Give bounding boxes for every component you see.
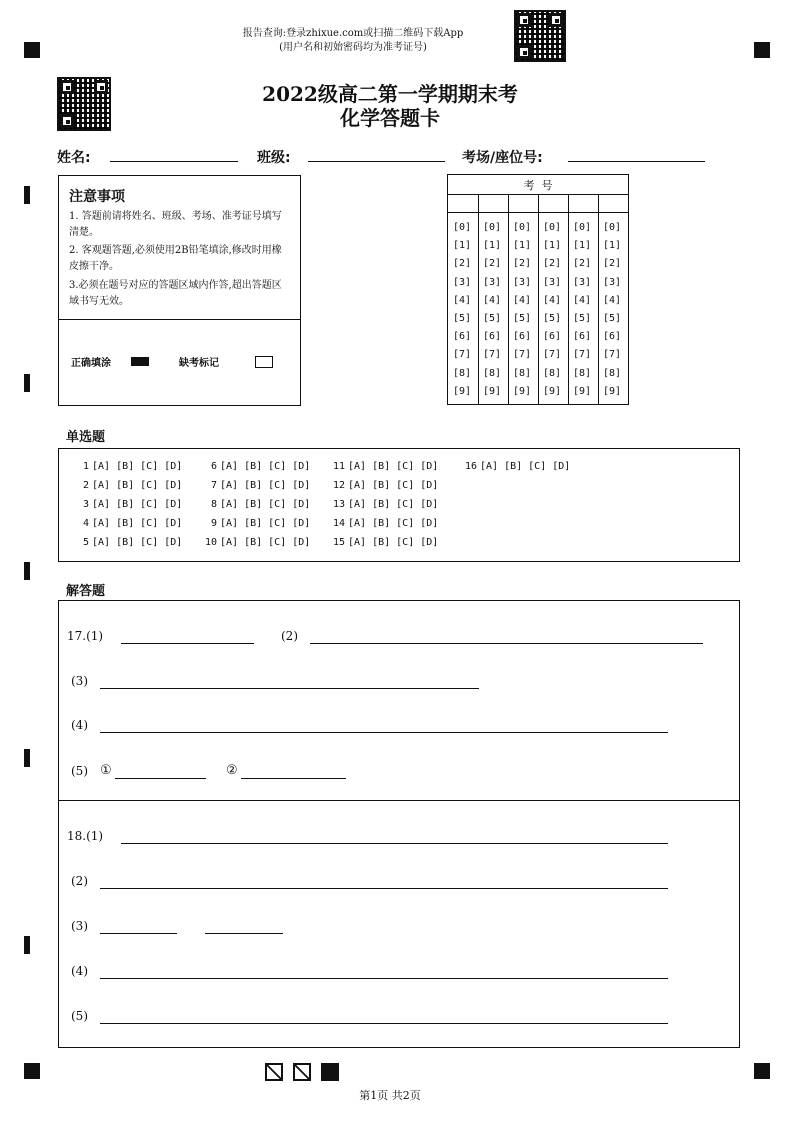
q17-part5-answer-line-2[interactable] [241, 778, 346, 779]
choice-options[interactable]: [A] [B] [C] [D] [348, 461, 439, 472]
subject-title: 化学答题卡 [340, 106, 440, 130]
exam-number-column-divider [538, 194, 539, 405]
exam-number-bubble[interactable]: [5] [603, 313, 622, 324]
name-label: 姓名: [57, 150, 91, 166]
exam-number-bubble[interactable]: [0] [543, 222, 562, 233]
choice-options[interactable]: [A] [B] [C] [D] [348, 480, 439, 491]
exam-number-bubble[interactable]: [9] [603, 385, 622, 397]
question-number: 12 [332, 480, 345, 491]
exam-number-bubble[interactable]: [4] [603, 294, 622, 306]
exam-number-bubble[interactable]: [8] [543, 367, 562, 379]
choice-options[interactable]: [A] [B] [C] [D] [92, 480, 183, 491]
exam-number-bubble[interactable]: [5] [513, 313, 532, 324]
exam-number-bubble[interactable]: [5] [453, 313, 472, 324]
class-label: 班级: [257, 150, 291, 166]
registration-mark-bottom-right [754, 1063, 770, 1079]
choice-options[interactable]: [A] [B] [C] [D] [92, 518, 183, 529]
choice-options[interactable]: [A] [B] [C] [D] [92, 537, 183, 548]
exam-number-grid [447, 174, 629, 405]
exam-number-bubble[interactable]: [0] [573, 222, 592, 233]
choice-options[interactable]: [A] [B] [C] [D] [348, 537, 439, 548]
q17-answer-box [58, 600, 740, 801]
exam-number-bubble[interactable]: [7] [483, 349, 502, 361]
choice-question-row[interactable] [199, 499, 310, 510]
exam-number-bubble[interactable]: [3] [543, 276, 562, 288]
choice-question-row[interactable] [327, 499, 438, 510]
exam-number-bubble[interactable]: [6] [603, 331, 622, 343]
exam-number-bubble[interactable]: [6] [453, 331, 472, 343]
exam-number-bubble[interactable]: [1] [603, 240, 622, 252]
q17-part1-answer-line[interactable] [121, 643, 254, 644]
exam-number-bubble[interactable]: [6] [513, 331, 532, 343]
exam-number-bubble[interactable]: [2] [573, 258, 592, 270]
choice-options[interactable]: [A] [B] [C] [D] [220, 480, 311, 491]
question-number: 16 [464, 461, 477, 472]
q17-part2-answer-line[interactable] [310, 643, 703, 644]
exam-number-bubble[interactable]: [0] [513, 222, 532, 233]
choice-question-row[interactable] [71, 537, 182, 548]
choice-question-row[interactable] [199, 518, 310, 529]
exam-number-bubble[interactable]: [5] [543, 313, 562, 324]
exam-number-bubble[interactable]: [7] [513, 349, 532, 361]
report-query-text: 报告查询:登录zhixue.com或扫描二维码下载App [242, 28, 464, 39]
exam-number-bubble[interactable]: [1] [453, 240, 472, 252]
q17-part5-circled-1: ① [100, 763, 112, 778]
exam-number-bubble[interactable]: [8] [453, 367, 472, 379]
choice-options[interactable]: [A] [B] [C] [D] [348, 499, 439, 510]
q17-part5-answer-line-1[interactable] [115, 778, 206, 779]
notice-item: 3.必须在题号对应的答题区域内作答,超出答题区域书写无效。 [69, 280, 282, 307]
q17-part4-label: (4) [71, 718, 88, 732]
exam-number-bubble[interactable]: [7] [603, 349, 622, 361]
page-code-slash-box-icon [265, 1063, 283, 1081]
q18-part4-label: (4) [71, 964, 88, 978]
question-number: 2 [82, 480, 89, 491]
timing-mark [24, 936, 30, 954]
exam-number-bubble[interactable]: [5] [483, 313, 502, 324]
question-number: 5 [82, 537, 89, 548]
exam-number-bubble[interactable]: [6] [483, 331, 502, 343]
timing-mark [24, 749, 30, 767]
exam-number-bubble[interactable]: [8] [483, 367, 502, 379]
question-number: 14 [332, 518, 345, 529]
exam-number-bubble[interactable]: [4] [453, 294, 472, 306]
exam-number-bubble[interactable]: [9] [513, 385, 532, 397]
registration-mark-top-right [754, 42, 770, 58]
exam-number-bubble[interactable]: [2] [603, 258, 622, 270]
exam-number-bubble[interactable]: [4] [573, 294, 592, 306]
question-number: 8 [210, 499, 217, 510]
timing-mark [24, 562, 30, 580]
exam-number-bubble[interactable]: [2] [543, 258, 562, 270]
notice-item: 2. 客观题答题,必须使用2B铅笔填涂,修改时用橡皮擦干净。 [69, 245, 282, 272]
exam-number-bubble[interactable]: [2] [453, 258, 472, 270]
question-number: 10 [204, 537, 217, 548]
question-number: 3 [82, 499, 89, 510]
page-number: 第1页 共2页 [359, 1089, 421, 1102]
qr-code-icon [514, 10, 566, 62]
question-number: 4 [82, 518, 89, 529]
exam-number-column-divider [508, 194, 509, 405]
room-seat-label: 考场/座位号: [462, 150, 543, 166]
choice-question-row[interactable] [327, 461, 438, 472]
exam-number-bubble[interactable]: [3] [483, 276, 502, 288]
choice-options[interactable]: [A] [B] [C] [D] [220, 518, 311, 529]
choice-question-row[interactable] [199, 461, 310, 472]
correct-fill-sample-icon [131, 357, 149, 366]
exam-number-column-divider [568, 194, 569, 405]
notice-box [58, 175, 301, 406]
exam-number-bubble[interactable]: [6] [543, 331, 562, 343]
exam-number-bubble[interactable]: [7] [543, 349, 562, 361]
room-seat-field[interactable] [568, 161, 705, 162]
choice-options[interactable]: [A] [B] [C] [D] [92, 499, 183, 510]
registration-mark-bottom-left [24, 1063, 40, 1079]
q17-part2-label: (2) [281, 629, 298, 643]
exam-number-bubble[interactable]: [2] [483, 258, 502, 270]
choice-question-row[interactable] [327, 518, 438, 529]
correct-fill-label: 正确填涂 [71, 358, 111, 369]
answers-section-label: 解答题 [66, 584, 106, 599]
exam-number-bubble[interactable]: [6] [573, 331, 592, 343]
exam-number-bubble[interactable]: [0] [453, 222, 472, 233]
q17-part1-label: 17.(1) [67, 629, 104, 643]
choice-question-row[interactable] [199, 537, 310, 548]
registration-mark-top-left [24, 42, 40, 58]
choice-question-row[interactable] [327, 480, 438, 491]
exam-number-bubble[interactable]: [4] [513, 294, 532, 306]
notice-divider [59, 319, 300, 320]
absent-mark-box[interactable] [255, 356, 273, 368]
q17-part5-label: (5) [71, 764, 88, 778]
choice-question-row[interactable] [459, 461, 570, 472]
exam-number-bubble[interactable]: [9] [453, 385, 472, 397]
question-number: 1 [82, 461, 89, 472]
q18-part2-label: (2) [71, 874, 88, 888]
q18-part1-answer-line[interactable] [121, 843, 668, 844]
q18-part3-answer-line-2[interactable] [205, 933, 283, 934]
q18-part2-answer-line[interactable] [100, 888, 668, 889]
choice-options[interactable]: [A] [B] [C] [D] [92, 461, 183, 472]
exam-number-bubble[interactable]: [3] [453, 276, 472, 288]
question-number: 11 [332, 461, 345, 472]
q17-part4-answer-line[interactable] [100, 732, 668, 733]
exam-number-bubble[interactable]: [3] [573, 276, 592, 288]
question-number: 15 [332, 537, 345, 548]
question-number: 7 [210, 480, 217, 491]
q18-part1-label: 18.(1) [67, 829, 104, 843]
class-field[interactable] [308, 161, 445, 162]
exam-number-bubble[interactable]: [3] [603, 276, 622, 288]
exam-number-bubble[interactable]: [8] [573, 367, 592, 379]
single-choice-box [58, 448, 740, 562]
exam-number-bubble[interactable]: [4] [543, 294, 562, 306]
exam-number-bubble[interactable]: [5] [573, 313, 592, 324]
single-choice-label: 单选题 [66, 430, 106, 445]
question-number: 6 [210, 461, 217, 472]
timing-mark [24, 186, 30, 204]
qr-code-icon [57, 77, 111, 131]
exam-number-bubble[interactable]: [1] [513, 240, 532, 252]
question-number: 9 [210, 518, 217, 529]
q17-part3-label: (3) [71, 674, 88, 688]
exam-title: 2022级高二第一学期期末考 [262, 82, 518, 106]
q17-part5-circled-2: ② [226, 763, 238, 778]
q18-part5-answer-line[interactable] [100, 1023, 668, 1024]
exam-number-bubble[interactable]: [9] [543, 385, 562, 397]
choice-question-row[interactable] [71, 461, 182, 472]
report-query-note: (用户名和初始密码均为准考证号) [279, 42, 427, 53]
exam-number-bubble[interactable]: [8] [603, 367, 622, 379]
exam-number-bubble[interactable]: [7] [453, 349, 472, 361]
notice-title: 注意事项 [69, 189, 125, 205]
notice-item: 1. 答题前请将姓名、班级、考场、准考证号填写清楚。 [69, 211, 282, 238]
choice-question-row[interactable] [71, 499, 182, 510]
q18-part3-label: (3) [71, 919, 88, 933]
q18-part3-answer-line-1[interactable] [100, 933, 177, 934]
exam-number-bubble[interactable]: [2] [513, 258, 532, 270]
choice-options[interactable]: [A] [B] [C] [D] [220, 461, 311, 472]
exam-number-column-divider [478, 194, 479, 405]
choice-options[interactable]: [A] [B] [C] [D] [220, 499, 311, 510]
absent-mark-label: 缺考标记 [179, 358, 219, 369]
q18-answer-box [58, 800, 740, 1048]
question-number: 13 [332, 499, 345, 510]
page-code-filled-box-icon [321, 1063, 339, 1081]
exam-number-title: 考 号 [523, 179, 553, 192]
q18-part5-label: (5) [71, 1009, 88, 1023]
q18-part4-answer-line[interactable] [100, 978, 668, 979]
choice-options[interactable]: [A] [B] [C] [D] [480, 461, 571, 472]
exam-number-bubble[interactable]: [4] [483, 294, 502, 306]
exam-number-bubble[interactable]: [1] [573, 240, 592, 252]
choice-question-row[interactable] [327, 537, 438, 548]
exam-number-bubble[interactable]: [0] [483, 222, 502, 233]
name-field[interactable] [110, 161, 238, 162]
exam-number-bubble[interactable]: [1] [483, 240, 502, 252]
exam-number-bubble[interactable]: [8] [513, 367, 532, 379]
q17-part3-answer-line[interactable] [100, 688, 479, 689]
choice-question-row[interactable] [199, 480, 310, 491]
exam-number-bubble[interactable]: [0] [603, 222, 622, 233]
exam-number-bubble[interactable]: [1] [543, 240, 562, 252]
exam-number-bubble[interactable]: [9] [573, 385, 592, 397]
timing-mark [24, 374, 30, 392]
choice-question-row[interactable] [71, 518, 182, 529]
exam-number-bubble[interactable]: [9] [483, 385, 502, 397]
exam-number-bubble[interactable]: [7] [573, 349, 592, 361]
choice-options[interactable]: [A] [B] [C] [D] [220, 537, 311, 548]
choice-question-row[interactable] [71, 480, 182, 491]
exam-number-bubble[interactable]: [3] [513, 276, 532, 288]
page-code-slash-box-icon [293, 1063, 311, 1081]
choice-options[interactable]: [A] [B] [C] [D] [348, 518, 439, 529]
exam-number-column-divider [598, 194, 599, 405]
